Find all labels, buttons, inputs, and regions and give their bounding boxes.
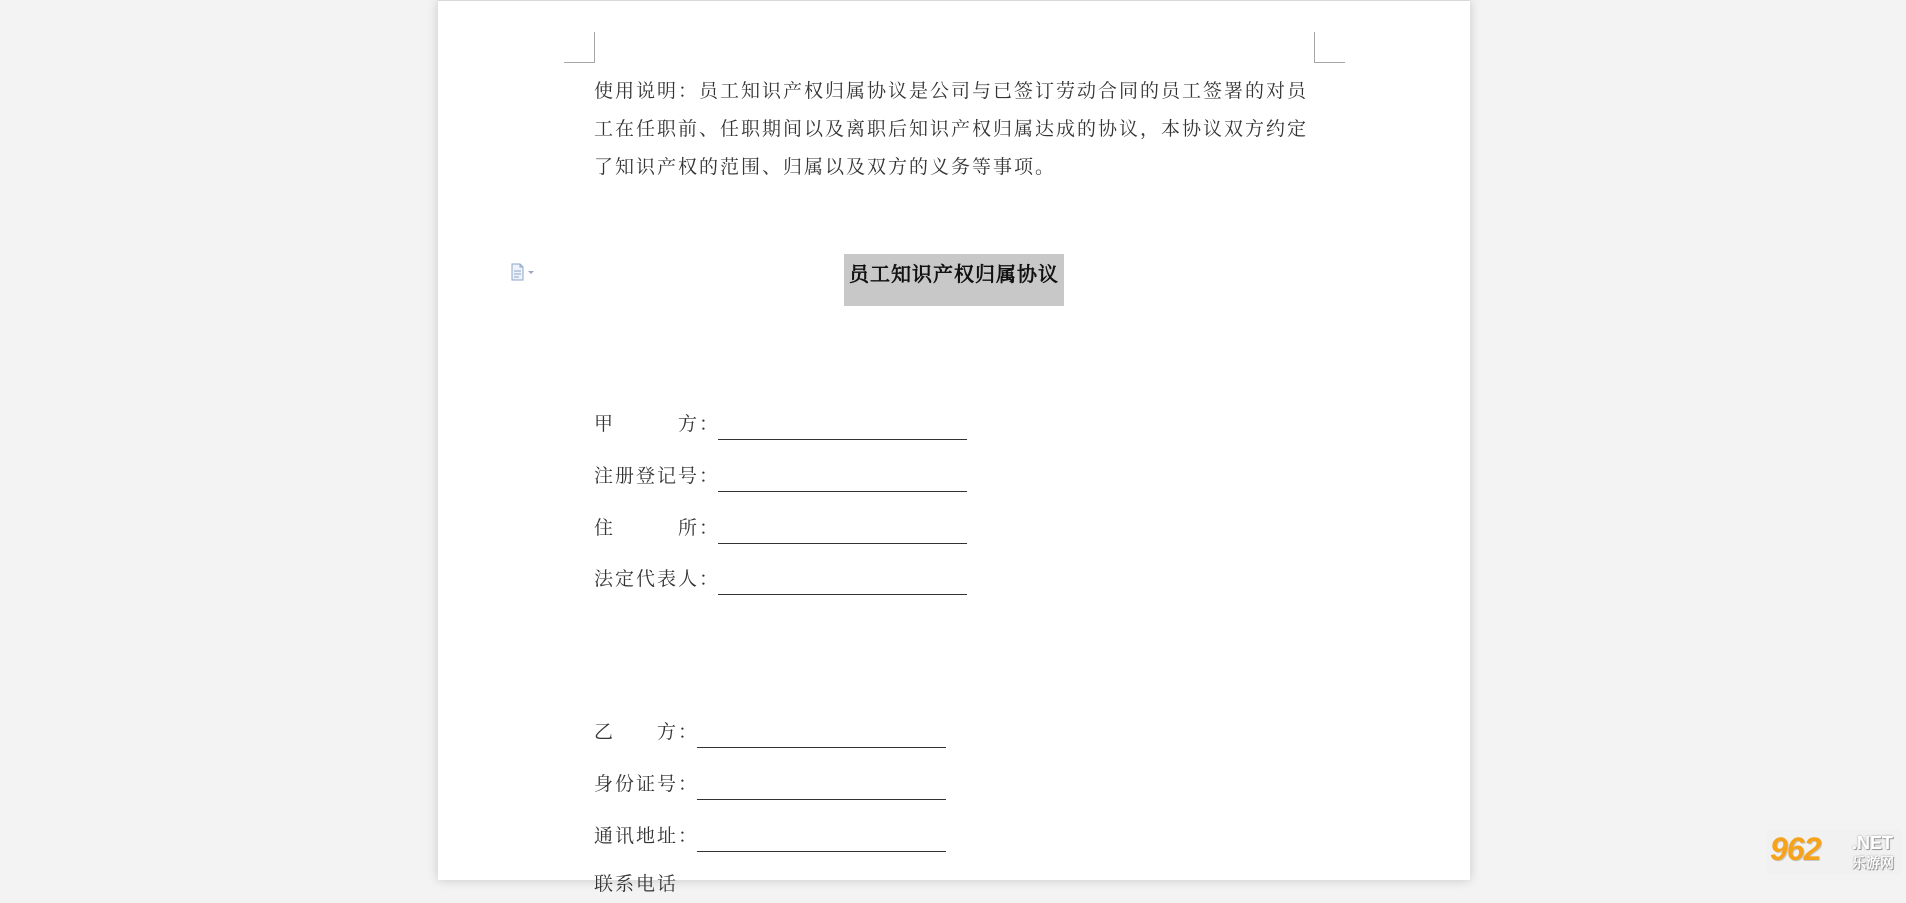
address-field[interactable]: [594, 513, 906, 547]
intro-line-2: 工在任职前、任职期间以及离职后知识产权归属达成的协议，本协议双方约定: [594, 118, 1309, 140]
field-label: 身份证号：: [594, 773, 700, 795]
margin-corner-mark-left: [564, 32, 595, 63]
field-label: 乙 方：: [594, 721, 700, 743]
document-icon[interactable]: [510, 263, 544, 283]
party-b-field[interactable]: [594, 717, 894, 751]
blank-underline[interactable]: [718, 439, 967, 440]
field-label: 住 所：: [594, 517, 721, 539]
watermark-suffix: .NET: [1852, 833, 1894, 853]
field-label: 甲 方：: [594, 413, 721, 435]
id-number-field[interactable]: [594, 769, 894, 803]
document-title: 员工知识产权归属协议: [849, 262, 1059, 286]
blank-underline[interactable]: [697, 851, 946, 852]
site-watermark-logo: [1766, 829, 1902, 875]
field-label: 法定代表人：: [594, 568, 721, 590]
watermark-subtitle: 乐游网: [1852, 856, 1894, 872]
margin-corner-mark-right: [1314, 32, 1345, 63]
blank-underline[interactable]: [718, 491, 967, 492]
intro-line-1: 使用说明：员工知识产权归属协议是公司与已签订劳动合同的员工签署的对员: [594, 80, 1309, 102]
watermark-brand: 962: [1770, 831, 1821, 867]
blank-underline[interactable]: [718, 543, 967, 544]
contact-phone-field[interactable]: [594, 869, 894, 903]
party-a-field[interactable]: [594, 409, 906, 443]
blank-underline[interactable]: [697, 799, 946, 800]
legal-representative-field[interactable]: [594, 564, 906, 598]
field-label: 注册登记号：: [594, 465, 721, 487]
field-label: 通讯地址：: [594, 825, 700, 847]
document-page[interactable]: [438, 0, 1470, 895]
mailing-address-field[interactable]: [594, 821, 894, 855]
registration-number-field[interactable]: [594, 461, 906, 495]
intro-line-3: 了知识产权的范围、归属以及双方的义务等事项。: [594, 156, 1057, 178]
title-selection-highlight[interactable]: [844, 254, 1064, 306]
field-label: 联系电话: [594, 873, 679, 895]
blank-underline[interactable]: [718, 594, 967, 595]
blank-underline[interactable]: [697, 747, 946, 748]
